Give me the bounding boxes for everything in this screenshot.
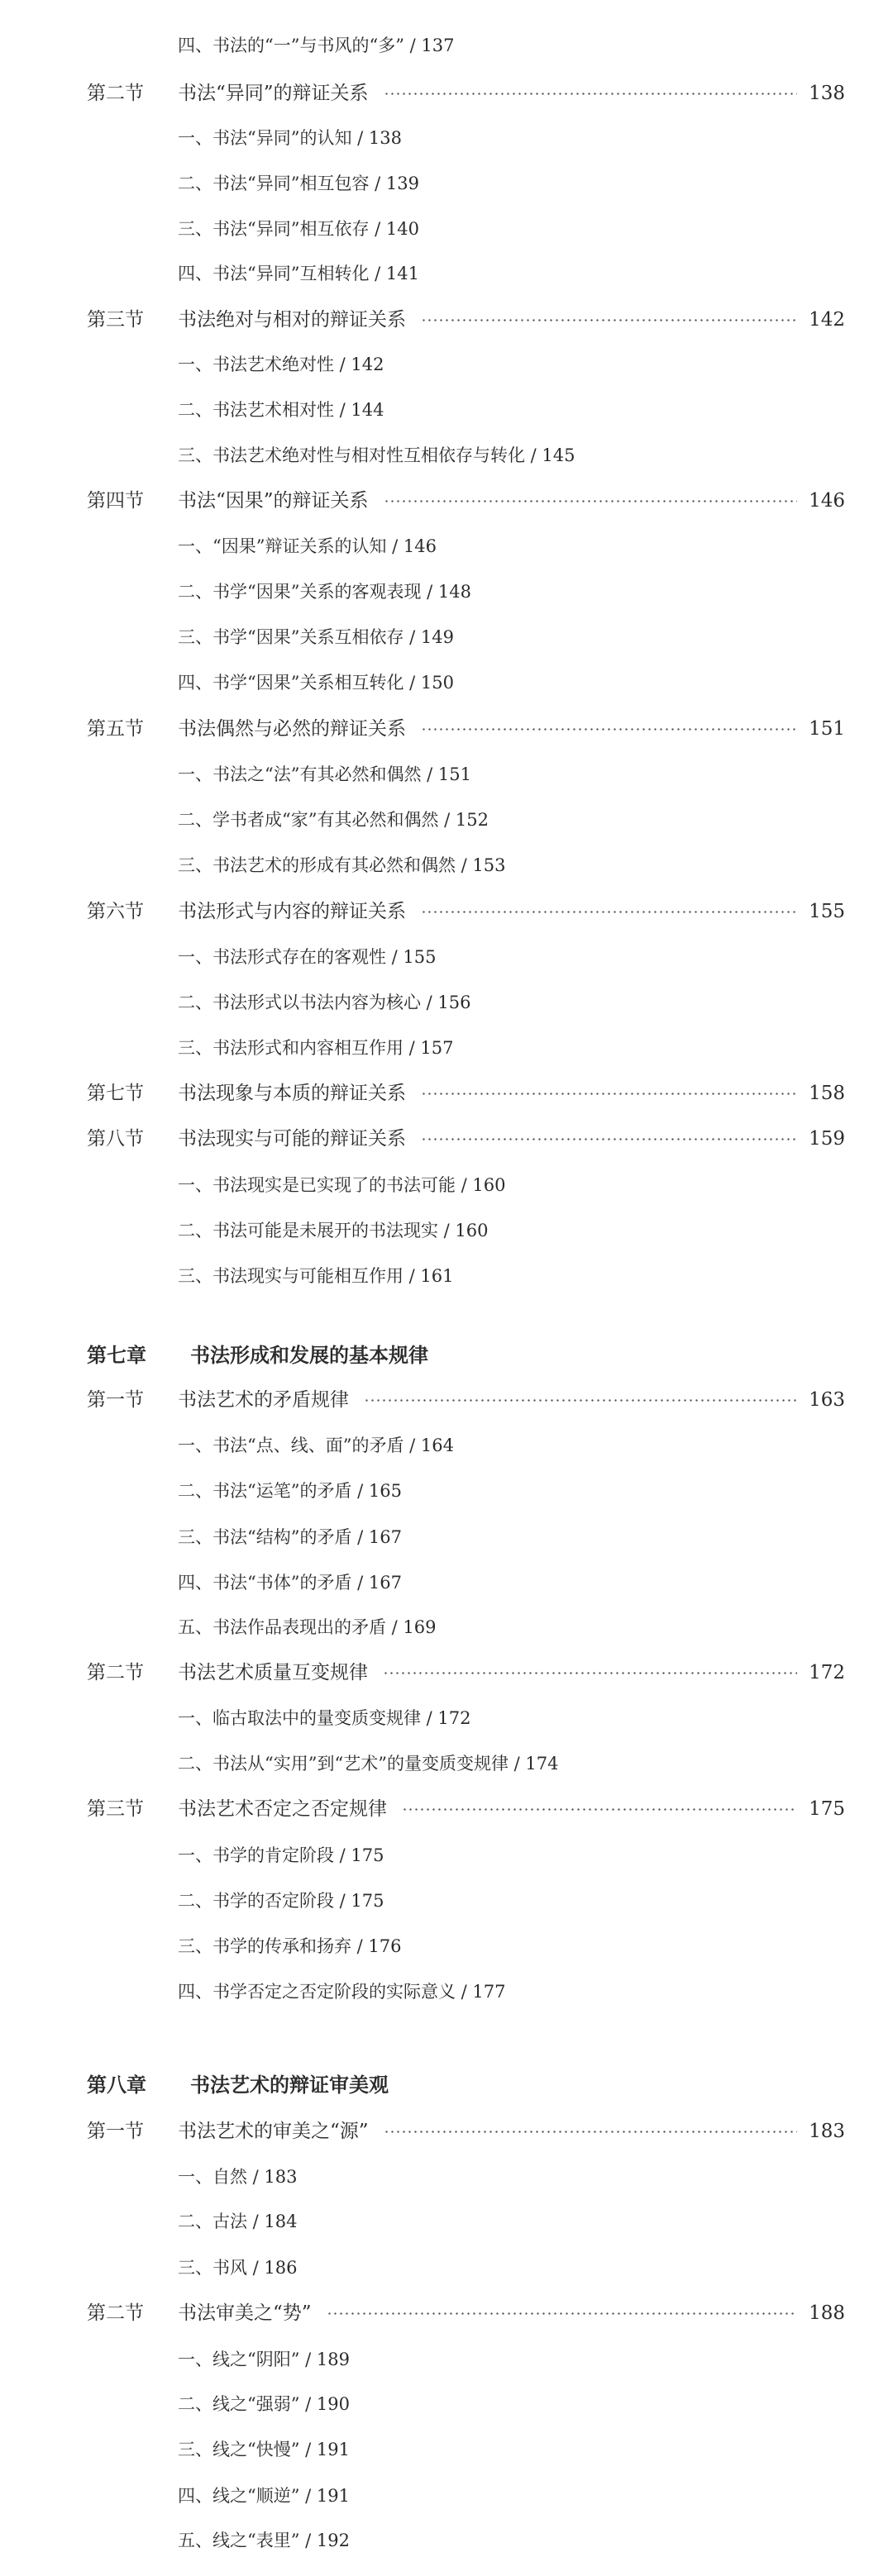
subsection-text: 四、书法“书体”的矛盾 / 167 (178, 1573, 402, 1593)
section-title: 书法艺术质量互变规律 (178, 1662, 368, 1683)
subsection-text: 一、书法“异同”的认知 / 138 (178, 128, 402, 148)
section-number: 第六节 (87, 901, 144, 922)
subsection-text: 一、书学的肯定阶段 / 175 (178, 1845, 384, 1865)
section-title: 书法现实与可能的辩证关系 (178, 1128, 406, 1150)
subsection-entry (0, 530, 893, 563)
section-number: 第二节 (87, 2302, 144, 2324)
section-entry (0, 2297, 893, 2330)
page-number: 151 (809, 718, 845, 740)
section-number: 第一节 (87, 1389, 144, 1411)
section-entry (0, 1383, 893, 1417)
subsection-text: 二、学书者成“家”有其必然和偶然 / 152 (178, 810, 489, 830)
subsection-entry (0, 1169, 893, 1202)
subsection-text: 二、书学的否定阶段 / 175 (178, 1891, 384, 1911)
subsection-entry (0, 803, 893, 836)
section-number: 第四节 (87, 490, 144, 512)
subsection-entry (0, 167, 893, 200)
dot-leader (384, 2131, 797, 2133)
subsection-entry (0, 2524, 893, 2557)
subsection-text: 二、书法“异同”相互包容 / 139 (178, 174, 419, 193)
subsection-text: 一、书法现实是已实现了的书法可能 / 160 (178, 1175, 506, 1195)
dot-leader (421, 319, 797, 321)
subsection-entry (0, 29, 893, 62)
dot-leader (384, 500, 797, 502)
subsection-entry (0, 1975, 893, 2008)
subsection-text: 一、自然 / 183 (178, 2167, 298, 2187)
subsection-entry (0, 1429, 893, 1462)
page-number: 142 (809, 309, 845, 331)
section-number: 第二节 (87, 83, 144, 104)
subsection-entry (0, 2343, 893, 2376)
subsection-text: 二、线之“强弱” / 190 (178, 2394, 350, 2414)
chapter-heading (0, 1339, 893, 1372)
page-number: 175 (809, 1798, 845, 1820)
subsection-entry (0, 1611, 893, 1644)
subsection-text: 三、线之“快慢” / 191 (178, 2440, 350, 2459)
subsection-text: 一、线之“阴阳” / 189 (178, 2350, 350, 2369)
subsection-text: 五、书法作品表现出的矛盾 / 169 (178, 1617, 437, 1637)
subsection-entry (0, 849, 893, 882)
subsection-text: 二、书法可能是未展开的书法现实 / 160 (178, 1221, 489, 1240)
subsection-entry (0, 2160, 893, 2193)
subsection-text: 二、书法“运笔”的矛盾 / 165 (178, 1481, 402, 1501)
subsection-entry (0, 1930, 893, 1963)
section-number: 第八节 (87, 1128, 144, 1150)
subsection-entry (0, 758, 893, 791)
section-title: 书法偶然与必然的辩证关系 (178, 718, 406, 740)
subsection-entry (0, 1884, 893, 1917)
subsection-text: 一、书法艺术绝对性 / 142 (178, 355, 384, 374)
dot-leader (327, 2312, 797, 2315)
section-entry (0, 712, 893, 745)
chapter-number: 第七章 (87, 1343, 146, 1367)
subsection-text: 二、书法形式以书法内容为核心 / 156 (178, 993, 471, 1012)
subsection-entry (0, 2433, 893, 2466)
subsection-entry (0, 940, 893, 974)
subsection-text: 四、书法“异同”互相转化 / 141 (178, 264, 419, 283)
section-number: 第三节 (87, 309, 144, 331)
dot-leader (421, 911, 797, 913)
dot-leader (364, 1399, 797, 1402)
subsection-text: 一、书法“点、线、面”的矛盾 / 164 (178, 1436, 454, 1455)
subsection-entry (0, 257, 893, 290)
subsection-entry (0, 439, 893, 472)
subsection-text: 一、“因果”辩证关系的认知 / 146 (178, 536, 437, 556)
subsection-entry (0, 1521, 893, 1554)
subsection-entry (0, 1702, 893, 1735)
dot-leader (421, 728, 797, 731)
subsection-text: 二、书法从“实用”到“艺术”的量变质变规律 / 174 (178, 1754, 559, 1774)
section-entry (0, 77, 893, 110)
section-title: 书法艺术的审美之“源” (178, 2121, 369, 2142)
section-number: 第二节 (87, 1662, 144, 1683)
subsection-text: 二、书学“因果”关系的客观表现 / 148 (178, 582, 471, 602)
chapter-title: 书法形成和发展的基本规律 (190, 1343, 428, 1367)
subsection-entry (0, 2205, 893, 2238)
dot-leader (421, 1093, 797, 1095)
section-entry (0, 2115, 893, 2148)
section-number: 第三节 (87, 1798, 144, 1820)
page-number: 188 (809, 2302, 845, 2324)
subsection-entry (0, 575, 893, 608)
section-entry (0, 1122, 893, 1155)
chapter-number: 第八章 (87, 2073, 146, 2097)
section-entry (0, 484, 893, 517)
page-number: 146 (809, 490, 845, 512)
page-number: 155 (809, 901, 845, 922)
page-number: 138 (809, 83, 845, 104)
section-title: 书法艺术否定之否定规律 (178, 1798, 387, 1820)
section-entry (0, 1793, 893, 1826)
section-entry (0, 895, 893, 928)
page-number: 163 (809, 1389, 845, 1411)
subsection-text: 一、书法之“法”有其必然和偶然 / 151 (178, 764, 471, 784)
page-number: 172 (809, 1662, 845, 1683)
section-title: 书法“异同”的辩证关系 (178, 83, 369, 104)
subsection-text: 三、书法“结构”的矛盾 / 167 (178, 1527, 402, 1547)
subsection-entry (0, 212, 893, 245)
subsection-text: 四、线之“顺逆” / 191 (178, 2486, 350, 2506)
page-number: 158 (809, 1083, 845, 1104)
section-entry (0, 1077, 893, 1110)
subsection-text: 四、书学否定之否定阶段的实际意义 / 177 (178, 1982, 506, 2002)
dot-leader (383, 1672, 797, 1674)
subsection-entry (0, 2479, 893, 2512)
section-title: 书法艺术的矛盾规律 (178, 1389, 349, 1411)
section-title: 书法审美之“势” (178, 2302, 312, 2324)
section-entry (0, 1656, 893, 1689)
section-title: 书法形式与内容的辩证关系 (178, 901, 406, 922)
subsection-text: 三、书法现实与可能相互作用 / 161 (178, 1266, 454, 1286)
chapter-heading (0, 2069, 893, 2102)
subsection-entry (0, 2388, 893, 2421)
subsection-entry (0, 1839, 893, 1872)
section-title: 书法“因果”的辩证关系 (178, 490, 369, 512)
dot-leader (384, 93, 797, 95)
section-title: 书法现象与本质的辩证关系 (178, 1083, 406, 1104)
subsection-text: 三、书法“异同”相互依存 / 140 (178, 219, 419, 239)
subsection-entry (0, 121, 893, 155)
subsection-entry (0, 2251, 893, 2284)
subsection-text: 三、书法艺术绝对性与相对性互相依存与转化 / 145 (178, 445, 575, 465)
section-number: 第五节 (87, 718, 144, 740)
section-number: 第一节 (87, 2121, 144, 2142)
subsection-text: 五、线之“表里” / 192 (178, 2531, 350, 2550)
subsection-entry (0, 1474, 893, 1507)
subsection-text: 一、临古取法中的量变质变规律 / 172 (178, 1708, 471, 1728)
subsection-text: 三、书法形式和内容相互作用 / 157 (178, 1038, 454, 1058)
subsection-entry (0, 1031, 893, 1064)
chapter-title: 书法艺术的辩证审美观 (190, 2073, 389, 2097)
subsection-text: 四、书法的“一”与书风的“多” / 137 (178, 36, 455, 55)
subsection-text: 三、书学的传承和扬弃 / 176 (178, 1936, 402, 1956)
subsection-entry (0, 986, 893, 1019)
subsection-entry (0, 393, 893, 426)
subsection-entry (0, 621, 893, 654)
subsection-entry (0, 348, 893, 381)
subsection-text: 三、书风 / 186 (178, 2258, 298, 2278)
subsection-text: 二、书法艺术相对性 / 144 (178, 400, 384, 420)
dot-leader (421, 1138, 797, 1140)
section-entry (0, 303, 893, 336)
subsection-text: 三、书学“因果”关系互相依存 / 149 (178, 627, 454, 647)
subsection-entry (0, 1747, 893, 1780)
subsection-entry (0, 1259, 893, 1293)
subsection-entry (0, 666, 893, 699)
section-number: 第七节 (87, 1083, 144, 1104)
page-number: 183 (809, 2121, 845, 2142)
subsection-text: 二、古法 / 184 (178, 2212, 298, 2231)
subsection-text: 一、书法形式存在的客观性 / 155 (178, 947, 437, 967)
subsection-text: 四、书学“因果”关系相互转化 / 150 (178, 673, 454, 693)
subsection-entry (0, 1214, 893, 1247)
subsection-text: 三、书法艺术的形成有其必然和偶然 / 153 (178, 855, 506, 875)
subsection-entry (0, 1566, 893, 1599)
section-title: 书法绝对与相对的辩证关系 (178, 309, 406, 331)
page-number: 159 (809, 1128, 845, 1150)
dot-leader (402, 1808, 797, 1811)
